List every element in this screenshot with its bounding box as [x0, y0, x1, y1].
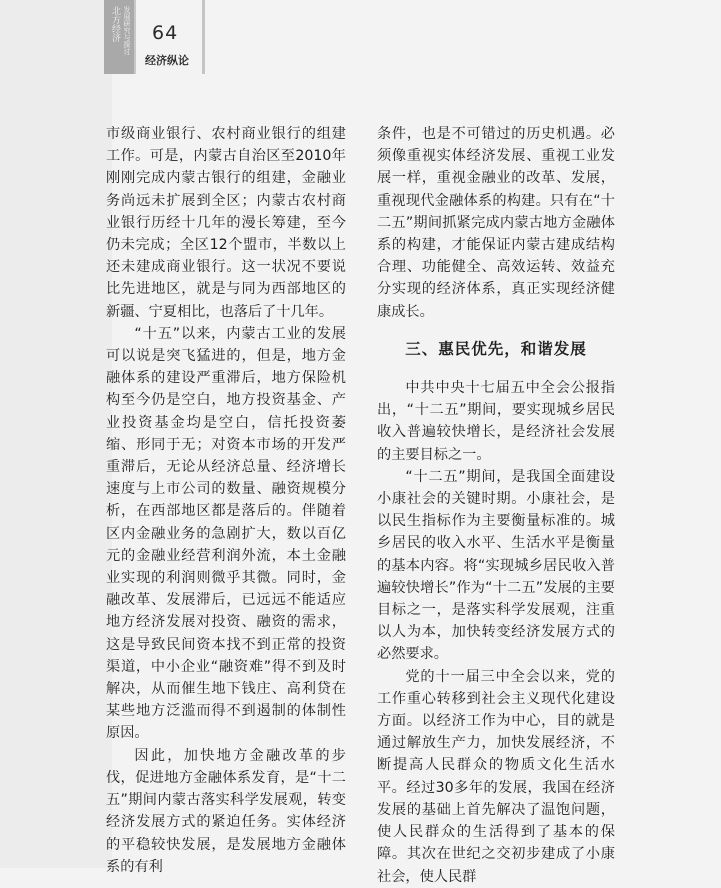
body-paragraph: 因此，加快地方金融改革的步伐，促进地方金融体系发育，是“十二五”期间内蒙古落实科学发展观，转变经济发展方式的紧迫任务。实体经济的平稳较快发展，是发展地方金融体系的有利 — [106, 747, 346, 875]
tab-divider — [134, 0, 136, 74]
body-paragraph: “十五”以来，内蒙古工业的发展可以说是突飞猛进的，但是，地方金融体系的建设严重滞后，地方保险机构至今仍是空白，地方投资基金、产业投资基金均是空白，信托投资萎缩、形同于无；对资本市场的开发严重滞后，无论从经济总量、经济增长速度与上市公司的数量、融资规模分析，在西部地区都是落后的。伴随着区内金融业务的急剧扩大，数以百亿元的金融业经营利润外流，本土金融业实现的利润则微乎其微。同时，金融改革、发展滞后，已远远不能适应地方经济发展对投资、融资的需求，这是导致民间资本找不到正常的投资渠道，中小企业“融资难”得不到及时解决，从而催生地下钱庄、高利贷在某些地方泛滥而得不到遏制的体制性原因。 — [106, 325, 346, 742]
body-paragraph: 条件，也是不可错过的历史机遇。必须像重视实体经济发展、重视工业发展一样，重视金融业的改革、发展，重视现代金融体系的构建。只有在“十二五”期间抓紧完成内蒙古地方金融体系的构建，才能保证内蒙古建成结构合理、功能健全、高效运转、效益充分实现的经济体系，真正实现经济健康成长。 — [377, 126, 615, 320]
right-column — [377, 123, 615, 888]
tab-text-primary: 北方经济 — [110, 6, 120, 42]
header-divider — [202, 0, 205, 74]
body-paragraph: 党的十一届三中全会以来，党的工作重心转移到社会主义现代化建设方面。以经济工作为中心，目的就是通过解放生产力，加快发展经济，不断提高人民群众的物质文化生活水平。经过30多年的发展，我国在经济发展的基础上首先解决了温饱问题，使人民群众的生活得到了基本的保障。其次在世纪之交初步建成了小康社会，使人民群 — [377, 668, 615, 885]
body-paragraph: “十二五”期间，是我国全面建设小康社会的关键时期。小康社会，是以民生指标作为主要衡量标准的。城乡居民的收入水平、生活水平是衡量的基本内容。将“实现城乡居民收入普遍较快增长”作为“十二五”发展的主要目标之一，是落实科学发展观，注重以人为本，加快转变经济发展方式的必然要求。 — [377, 468, 615, 663]
left-column — [106, 123, 346, 878]
tab-text-secondary: 发展研究与探讨 — [123, 6, 131, 55]
body-paragraph: 市级商业银行、农村商业银行的组建工作。可是，内蒙古自治区至2010年刚刚完成内蒙古银行的组建，金融业务尚远未扩展到全区；内蒙古农村商业银行历经十几年的漫长筹建，至今仍未完成；全区12个盟市，半数以上还未建成商业银行。这一状况不要说比先进地区，就是与同为西部地区的新疆、宁夏相比，也落后了十几年。 — [106, 126, 346, 320]
section-name: 经济纵论 — [145, 54, 189, 67]
page-margin — [0, 0, 112, 868]
section-heading: 三、惠民优先，和谐发展 — [405, 339, 587, 358]
body-paragraph: 中共中央十七届五中全会公报指出，“十二五”期间，要实现城乡居民收入普遍较快增长，是经济社会发展的主要目标之一。 — [377, 380, 615, 463]
page-number: 64 — [152, 22, 179, 44]
